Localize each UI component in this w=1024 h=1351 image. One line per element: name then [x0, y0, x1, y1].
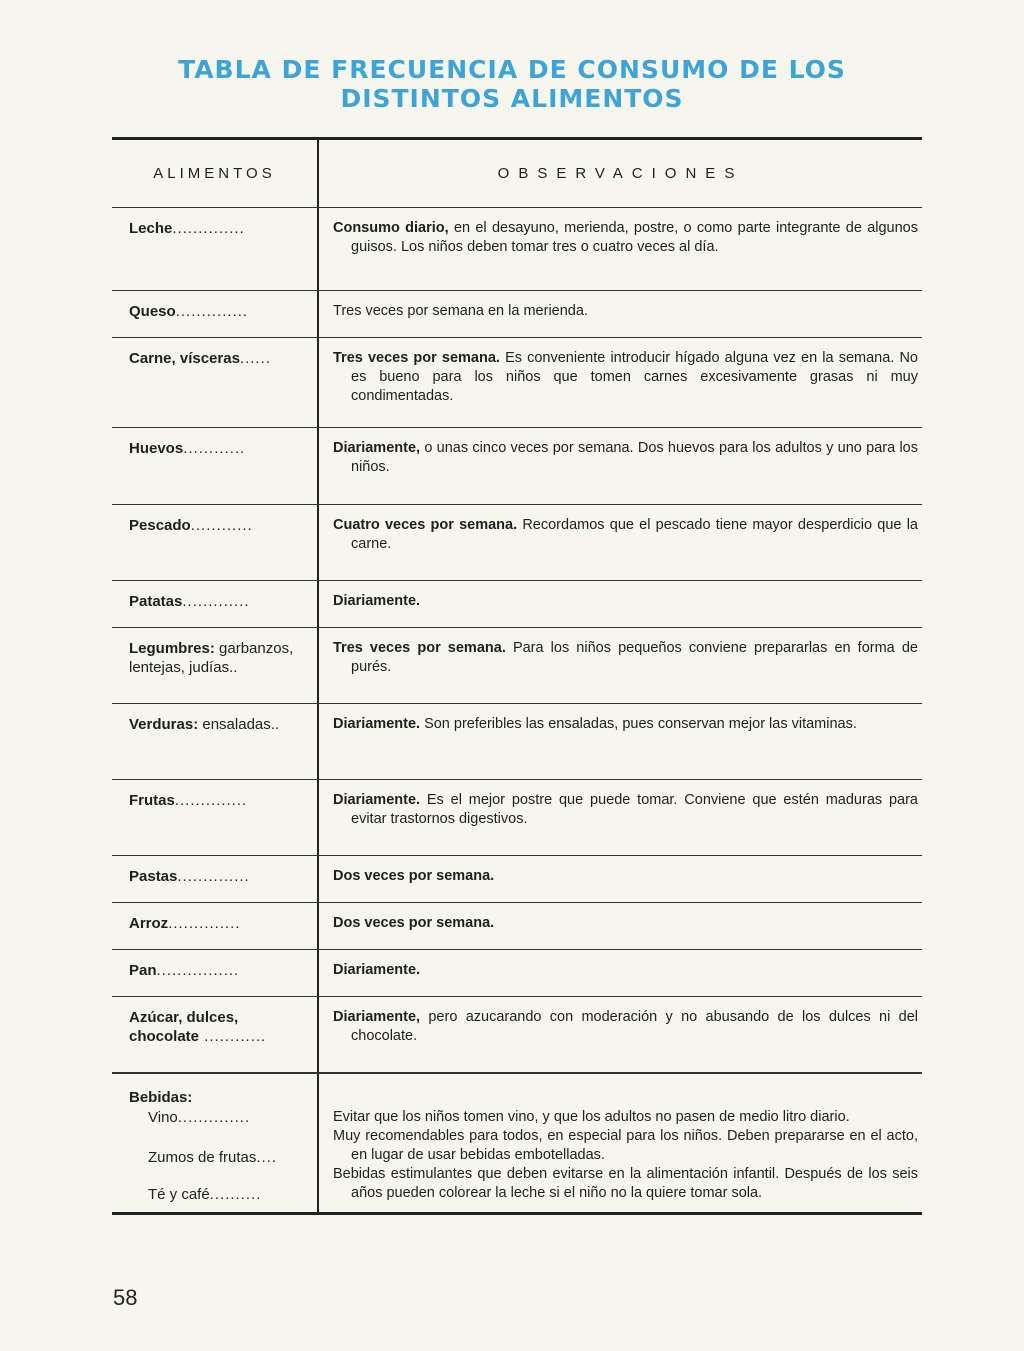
food-cell	[112, 338, 319, 427]
food-cell	[112, 291, 319, 337]
observation-text	[333, 349, 918, 406]
observation-text	[333, 715, 918, 734]
food-cell	[112, 1074, 319, 1212]
food-cell	[112, 903, 319, 949]
observation-cell	[319, 997, 922, 1072]
header-observaciones: OBSERVACIONES	[497, 165, 744, 182]
food-label: Verduras:	[129, 716, 199, 733]
table-row	[112, 703, 922, 779]
frequency-lead: Consumo diario,	[333, 220, 449, 236]
table-row	[112, 949, 922, 996]
leader-dots: ......	[239, 350, 271, 367]
table-row	[112, 337, 922, 427]
table-row	[112, 996, 922, 1072]
food-label: Huevos	[129, 440, 184, 457]
food-label-bebidas: Bebidas:	[129, 1089, 193, 1106]
food-cell	[112, 505, 319, 580]
table-row	[112, 504, 922, 580]
table-row	[112, 902, 922, 949]
frequency-lead: Diariamente.	[333, 962, 421, 978]
observation-text	[333, 867, 918, 886]
food-label: Queso	[129, 303, 176, 320]
observation-cell	[319, 856, 922, 902]
food-label: Frutas	[129, 792, 175, 809]
frequency-lead: Diariamente.	[333, 716, 421, 732]
observation-text	[333, 961, 918, 980]
observation-cell	[319, 428, 922, 504]
food-cell	[112, 997, 319, 1072]
food-label: Pastas	[129, 868, 178, 885]
food-label: Legumbres:	[129, 640, 215, 657]
table-row-bebidas	[112, 1072, 922, 1212]
leader-dots: ..............	[172, 220, 245, 237]
observation-detail: o unas cinco veces por semana. Dos huevos para los adultos y uno para los niños.	[351, 440, 918, 475]
observation-detail: en el desayuno, merienda, postre, o como parte integrante de algunos guisos. Los niños deben tomar tres o cuatro veces al día.	[351, 220, 918, 255]
table-body	[112, 207, 922, 1072]
food-frequency-table	[112, 137, 922, 1215]
observation-text	[333, 516, 918, 554]
beverage-obs-zumos: Muy recomendables para todos, en especial para los niños. Deben prepararse en el acto, en lugar de usar bebidas embotelladas.	[333, 1128, 918, 1163]
beverage-name-te-cafe: Té y café..........	[148, 1186, 262, 1203]
observation-detail: Son preferibles las ensaladas, pues conservan mejor las vitaminas.	[420, 716, 857, 732]
frequency-lead: Tres veces por semana.	[333, 640, 506, 656]
leader-dots: ................	[156, 962, 240, 979]
observation-detail: Es el mejor postre que puede tomar. Conviene que estén maduras para evitar trastornos digestivos.	[351, 792, 918, 827]
table-row	[112, 627, 922, 703]
food-cell	[112, 950, 319, 996]
observation-detail: Es conveniente introducir hígado alguna vez en la semana. No es bueno para los niños que tomen carnes excesivamente grasas ni muy condimentadas.	[351, 350, 918, 404]
observation-detail: pero azucarando con moderación y no abusando de los dulces ni del chocolate.	[351, 1009, 918, 1044]
page-title	[0, 55, 1024, 113]
observation-cell	[319, 581, 922, 627]
leader-dots: ..............	[168, 915, 241, 932]
food-cell	[112, 428, 319, 504]
observation-detail: Recordamos que el pescado tiene mayor desperdicio que la carne.	[351, 517, 918, 552]
leader-dots: ............	[190, 517, 253, 534]
observation-text	[333, 439, 918, 477]
observation-text	[333, 914, 918, 933]
frequency-lead: Diariamente,	[333, 440, 421, 456]
food-label: Arroz	[129, 915, 169, 932]
food-cell	[112, 780, 319, 855]
beverage-obs-vino: Evitar que los niños tomen vino, y que los adultos no pasen de medio litro diario.	[333, 1109, 850, 1125]
leader-dots: ..............	[175, 303, 249, 320]
title-line-1: TABLA DE FRECUENCIA DE CONSUMO DE LOS	[178, 55, 846, 84]
observation-cell	[319, 950, 922, 996]
table-row	[112, 207, 922, 290]
leader-dots: .............	[182, 593, 250, 610]
food-label: Azúcar, dulces, chocolate	[129, 1009, 239, 1045]
frequency-lead: Diariamente.	[333, 792, 421, 808]
food-label: Pan	[129, 962, 157, 979]
food-cell	[112, 208, 319, 290]
food-label: Leche	[129, 220, 173, 237]
observation-cell	[319, 780, 922, 855]
leader-dots: ............	[199, 1028, 267, 1045]
observation-cell	[319, 1074, 922, 1212]
frequency-lead: Tres veces por semana.	[333, 350, 500, 366]
food-cell	[112, 704, 319, 779]
table-bottom-rule	[112, 1212, 922, 1215]
observation-text	[333, 791, 918, 829]
observation-detail: Para los niños pequeños conviene prepararlas en forma de purés.	[351, 640, 918, 675]
frequency-lead: Cuatro veces por semana.	[333, 517, 518, 533]
observation-cell	[319, 704, 922, 779]
leader-dots: ............	[183, 440, 246, 457]
food-cell	[112, 581, 319, 627]
observation-cell	[319, 903, 922, 949]
observation-cell	[319, 338, 922, 427]
observation-cell	[319, 208, 922, 290]
leader-dots: ..............	[174, 792, 248, 809]
frequency-lead: Diariamente.	[333, 593, 421, 609]
frequency-lead: Dos veces por semana.	[333, 915, 495, 931]
page-number: 58	[113, 1285, 138, 1310]
observation-text	[333, 592, 918, 611]
beverage-name-zumos: Zumos de frutas....	[148, 1149, 278, 1166]
food-cell	[112, 628, 319, 703]
observation-text	[333, 219, 918, 257]
table-header	[112, 140, 922, 207]
table-row	[112, 779, 922, 855]
food-sublabel: ensaladas..	[198, 716, 280, 733]
food-label: Patatas	[129, 593, 183, 610]
food-cell	[112, 856, 319, 902]
food-label: Pescado	[129, 517, 191, 534]
observation-text	[333, 639, 918, 677]
header-alimentos: ALIMENTOS	[112, 140, 319, 207]
observation-cell	[319, 291, 922, 337]
observation-detail: Tres veces por semana en la merienda.	[333, 303, 588, 319]
frequency-lead: Dos veces por semana.	[333, 868, 495, 884]
observation-cell	[319, 505, 922, 580]
table-row	[112, 427, 922, 504]
observation-text	[333, 1008, 918, 1046]
table-row	[112, 855, 922, 902]
leader-dots: ..............	[177, 868, 250, 885]
table-row	[112, 290, 922, 337]
food-sublabel: garbanzos, lentejas, judías..	[129, 640, 294, 676]
beverage-obs-te-cafe: Bebidas estimulantes que deben evitarse en la alimentación infantil. Después de los seis años pueden colorear la leche si el niño no la quiere tomar sola.	[333, 1166, 918, 1201]
frequency-lead: Diariamente,	[333, 1009, 421, 1025]
food-label: Carne, vísceras	[129, 350, 240, 367]
observation-cell	[319, 628, 922, 703]
table-row	[112, 580, 922, 627]
beverage-name-vino: Vino..............	[148, 1109, 251, 1126]
observation-text	[333, 302, 918, 321]
title-line-2: DISTINTOS ALIMENTOS	[340, 84, 684, 113]
